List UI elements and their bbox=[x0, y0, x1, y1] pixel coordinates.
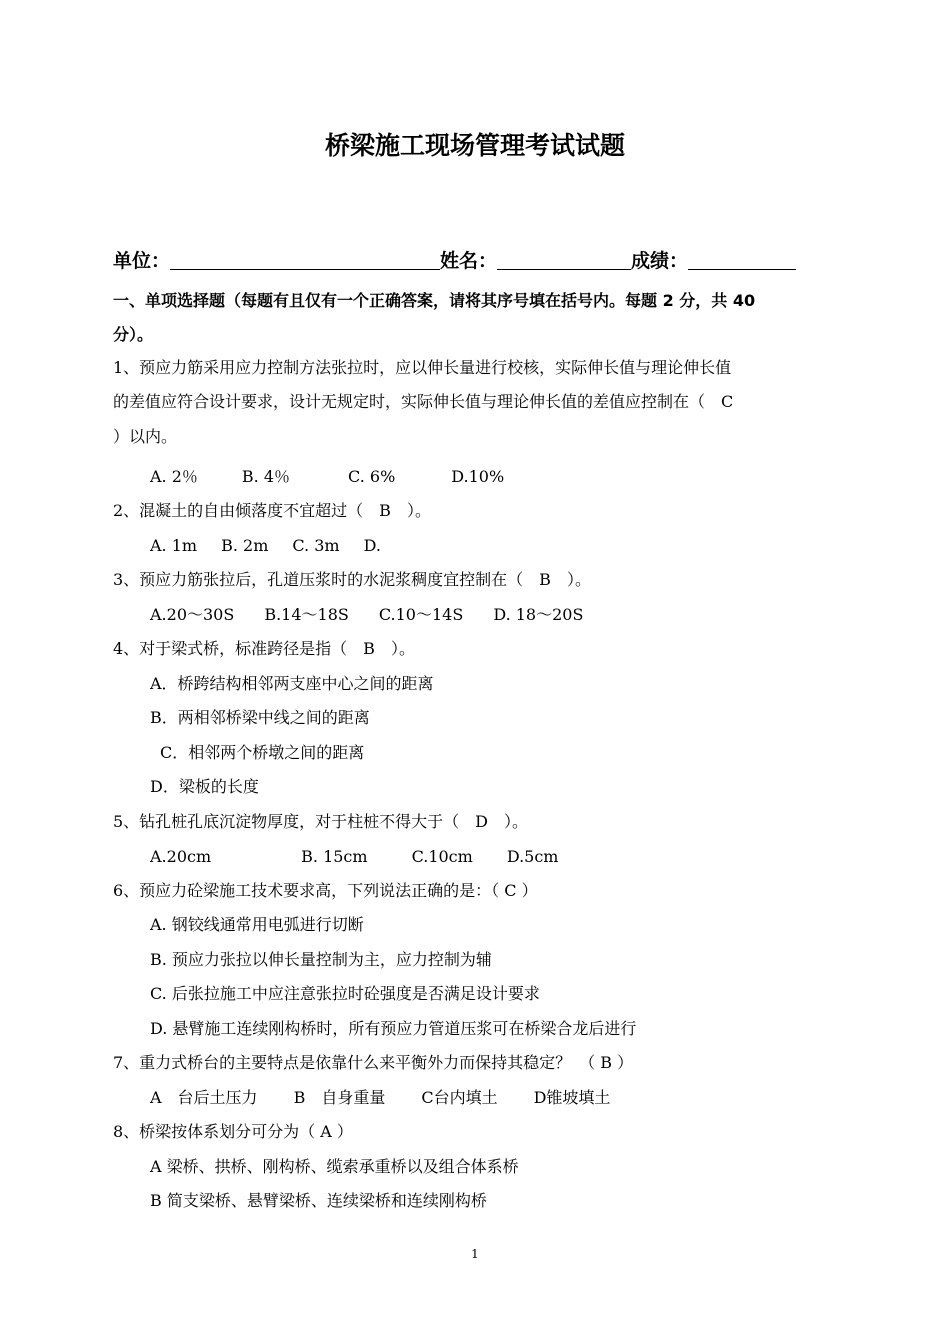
question-3-line-1: 3、预应力筋张拉后，孔道压浆时的水泥浆稠度宜控制在（ B ）。 bbox=[113, 570, 591, 589]
question-5-option-a: A.20cm bbox=[150, 847, 212, 866]
question-2-options bbox=[150, 534, 381, 558]
question-1-option-a: A. 2％ bbox=[150, 467, 198, 486]
question-1-option-d: D.10% bbox=[451, 467, 505, 486]
page-number: 1 bbox=[471, 1247, 479, 1261]
question-3-option-d: D. 18～20S bbox=[493, 605, 584, 624]
question-6-option-b: B. 预应力张拉以伸长量控制为主，应力控制为辅 bbox=[150, 950, 492, 969]
question-2-option-a: A. 1m bbox=[150, 536, 198, 555]
question-2-option-b: B. 2m bbox=[221, 536, 269, 555]
question-2-option-d: D. bbox=[363, 536, 381, 555]
question-4-option-d: D．梁板的长度 bbox=[150, 777, 259, 796]
question-6-option-d: D. 悬臂施工连续刚构桥时，所有预应力管道压浆可在桥梁合龙后进行 bbox=[150, 1019, 637, 1038]
question-5-options bbox=[150, 845, 558, 869]
question-3-option-c: C.10～14S bbox=[378, 605, 464, 624]
question-5-option-b: B. 15cm bbox=[301, 847, 368, 866]
question-1-options bbox=[150, 465, 504, 489]
question-1-line-3: ）以内。 bbox=[113, 427, 178, 446]
score-blank bbox=[688, 245, 796, 270]
question-1-option-b: B. 4％ bbox=[241, 467, 291, 486]
question-8-option-a: A 梁桥、拱桥、刚构桥、缆索承重桥以及组合体系桥 bbox=[150, 1157, 519, 1176]
question-7-option-d: D锥坡填土 bbox=[533, 1088, 611, 1107]
section-heading-line-1: 一、单项选择题（每题有且仅有一个正确答案，请将其序号填在括号内。每题 2 分，共 40 bbox=[113, 291, 756, 310]
unit-label: 单位： bbox=[113, 250, 171, 272]
score-label: 成绩： bbox=[631, 250, 689, 272]
question-1-line-1: 1、预应力筋采用应力控制方法张拉时，应以伸长量进行校核，实际伸长值与理论伸长值 bbox=[113, 358, 732, 377]
question-3-options bbox=[150, 603, 583, 627]
question-2-line-1: 2、混凝土的自由倾落度不宜超过（ B ）。 bbox=[113, 501, 431, 520]
question-7-options bbox=[150, 1086, 610, 1110]
question-7-option-b: B 自身重量 bbox=[293, 1088, 386, 1107]
question-1-option-c: C. 6% bbox=[348, 467, 396, 486]
question-3-option-a: A.20～30S bbox=[150, 605, 235, 624]
question-3-option-b: B.14～18S bbox=[264, 605, 349, 624]
info-row bbox=[113, 245, 796, 277]
question-2-option-c: C. 3m bbox=[292, 536, 340, 555]
page-title: 桥梁施工现场管理考试试题 bbox=[324, 131, 625, 160]
question-1-line-2: 的差值应符合设计要求，设计无规定时，实际伸长值与理论伸长值的差值应控制在（ C bbox=[113, 392, 734, 411]
question-8-option-b: B 简支梁桥、悬臂梁桥、连续梁桥和连续刚构桥 bbox=[150, 1191, 487, 1210]
question-5-line-1: 5、钻孔桩孔底沉淀物厚度，对于柱桩不得大于（ D ）。 bbox=[113, 812, 529, 831]
question-4-line-1: 4、对于梁式桥，标准跨径是指（ B ）。 bbox=[113, 639, 415, 658]
question-5-option-d: D.5cm bbox=[506, 847, 559, 866]
question-4-option-c: C．相邻两个桥墩之间的距离 bbox=[160, 743, 365, 762]
question-7-option-a: A 台后土压力 bbox=[150, 1088, 258, 1107]
name-label: 姓名： bbox=[440, 250, 498, 272]
name-blank bbox=[497, 245, 631, 270]
question-6-option-a: A. 钢铰线通常用电弧进行切断 bbox=[150, 915, 364, 934]
question-8-line-1: 8、桥梁按体系划分可分为（ A ） bbox=[113, 1122, 353, 1141]
question-7-line-1: 7、重力式桥台的主要特点是依靠什么来平衡外力而保持其稳定？ （ B ） bbox=[113, 1053, 634, 1072]
section-heading-line-2: 分）。 bbox=[113, 325, 154, 344]
unit-blank bbox=[170, 245, 440, 270]
question-7-option-c: C台内填土 bbox=[421, 1088, 498, 1107]
question-5-option-c: C.10cm bbox=[411, 847, 473, 866]
question-4-option-b: B．两相邻桥梁中线之间的距离 bbox=[150, 708, 370, 727]
question-6-line-1: 6、预应力砼梁施工技术要求高，下列说法正确的是：（ C ） bbox=[113, 881, 538, 900]
question-4-option-a: A．桥跨结构相邻两支座中心之间的距离 bbox=[150, 674, 434, 693]
section-heading bbox=[113, 284, 843, 352]
question-6-option-c: C. 后张拉施工中应注意张拉时砼强度是否满足设计要求 bbox=[150, 984, 540, 1003]
